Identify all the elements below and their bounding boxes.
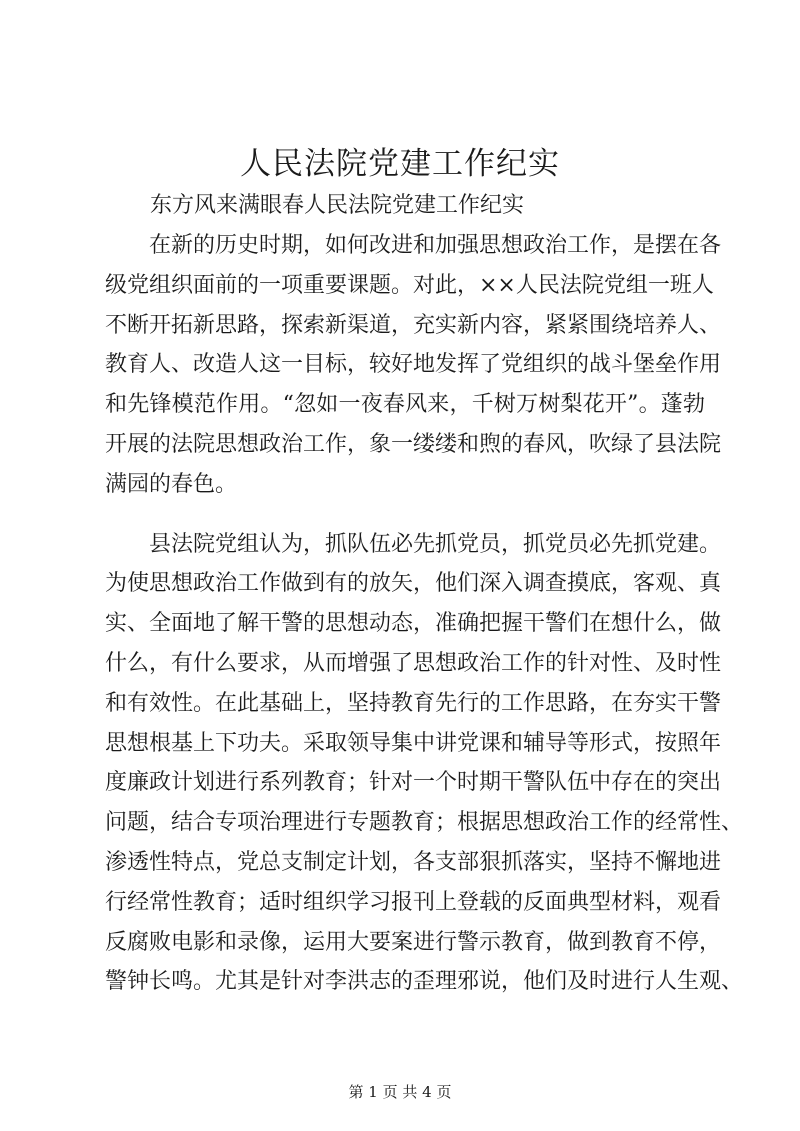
paragraph-line: 度廉政计划进行系列教育；针对一个时期干警队伍中存在的突出 xyxy=(105,770,722,796)
paragraph-line: 和有效性。在此基础上，坚持教育先行的工作思路，在夯实干警 xyxy=(105,690,722,716)
paragraph-line: 实、全面地了解干警的思想动态，准确把握干警们在想什么，做 xyxy=(105,611,722,637)
page-number-footer: 第 1 页 共 4 页 xyxy=(348,1083,452,1101)
paragraph-line: 思想根基上下功夫。采取领导集中讲党课和辅导等形式，按照年 xyxy=(105,730,722,756)
document-body xyxy=(105,226,744,1002)
paragraph-line: 县法院党组认为，抓队伍必先抓党员，抓党员必先抓党建。 xyxy=(149,531,722,557)
paragraph-line: 问题，结合专项治理进行专题教育；根据思想政治工作的经常性、 xyxy=(105,810,744,836)
paragraph-line: 不断开拓新思路，探索新渠道，充实新内容，紧紧围绕培养人、 xyxy=(105,312,722,338)
paragraph-line: 在新的历史时期，如何改进和加强思想政治工作，是摆在各 xyxy=(149,233,722,258)
paragraph-line: 和先锋模范作用。“忽如一夜春风来，千树万树梨花开”。蓬勃 xyxy=(105,392,705,418)
paragraph-line: 渗透性特点，党总支制定计划，各支部狠抓落实，坚持不懈地进 xyxy=(105,849,722,875)
paragraph-line: 教育人、改造人这一目标，较好地发挥了党组织的战斗堡垒作用 xyxy=(105,352,722,378)
paragraph-line: 反腐败电影和录像，运用大要案进行警示教育，做到教育不停， xyxy=(105,929,722,955)
document-title: 人民法院党建工作纪实 xyxy=(240,146,560,182)
paragraph-line: 行经常性教育；适时组织学习报刊上登载的反面典型材料，观看 xyxy=(105,889,722,915)
paragraph-1 xyxy=(105,226,722,505)
paragraph-line: 级党组织面前的一项重要课题。对此，××人民法院党组一班人 xyxy=(105,272,714,298)
document-subtitle: 东方风来满眼春人民法院党建工作纪实 xyxy=(150,193,525,218)
paragraph-line: 满园的春色。 xyxy=(105,471,238,497)
paragraph-line: 什么，有什么要求，从而增强了思想政治工作的针对性、及时性 xyxy=(105,650,722,676)
paragraph-2 xyxy=(105,525,744,1003)
paragraph-line: 警钟长鸣。尤其是针对李洪志的歪理邪说，他们及时进行人生观、 xyxy=(105,969,744,995)
paragraph-gap xyxy=(105,505,705,525)
paragraph-line: 为使思想政治工作做到有的放矢，他们深入调查摸底，客观、真 xyxy=(105,571,722,597)
paragraph-line: 开展的法院思想政治工作，象一缕缕和煦的春风，吹绿了县法院 xyxy=(105,431,722,457)
